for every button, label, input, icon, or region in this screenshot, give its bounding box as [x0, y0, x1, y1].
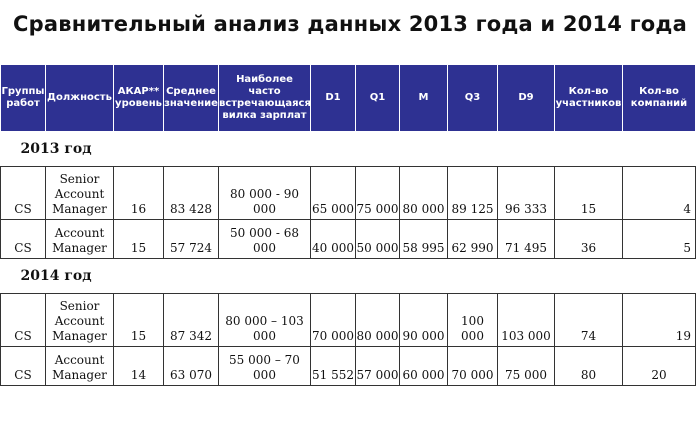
table-row: [1, 294, 696, 347]
cell-q1: 50 000: [356, 220, 400, 259]
cell-average: 63 070: [164, 347, 219, 386]
cell-d9: 96 333: [498, 167, 555, 220]
cell-group: CS: [1, 220, 46, 259]
cell-group: CS: [1, 294, 46, 347]
cell-d9: 103 000: [498, 294, 555, 347]
cell-m: 58 995: [400, 220, 448, 259]
cell-m: 60 000: [400, 347, 448, 386]
cell-m: 80 000: [400, 167, 448, 220]
section-label: 2013 год: [20, 141, 92, 157]
cell-group: CS: [1, 347, 46, 386]
cell-q3: 62 990: [448, 220, 498, 259]
cell-d1: 70 000: [311, 294, 356, 347]
cell-position: Account Manager: [46, 220, 114, 259]
cell-q1: 57 000: [356, 347, 400, 386]
cell-salary-range: 80 000 – 103 000: [219, 294, 311, 347]
cell-participants: 15: [555, 167, 623, 220]
header-average: Среднее значение: [164, 65, 219, 132]
cell-participants: 80: [555, 347, 623, 386]
cell-q3: 70 000: [448, 347, 498, 386]
cell-d1: 65 000: [311, 167, 356, 220]
cell-position: Senior Account Manager: [46, 167, 114, 220]
section-2014: [1, 259, 696, 294]
table-row: [1, 167, 696, 220]
cell-akar: 14: [114, 347, 164, 386]
table-row: [1, 220, 696, 259]
cell-companies: 4: [623, 167, 696, 220]
cell-akar: 15: [114, 294, 164, 347]
table-row: [1, 347, 696, 386]
cell-companies: 19: [623, 294, 696, 347]
cell-average: 83 428: [164, 167, 219, 220]
header-salary-range: Наиболее часто встречающаяся вилка зарплат: [219, 65, 311, 132]
cell-d9: 75 000: [498, 347, 555, 386]
section-label: 2014 год: [20, 268, 92, 284]
header-q1: Q1: [356, 65, 400, 132]
cell-participants: 36: [555, 220, 623, 259]
cell-q3: 100 000: [448, 294, 498, 347]
cell-akar: 15: [114, 220, 164, 259]
header-position: Должность: [46, 65, 114, 132]
header-d9: D9: [498, 65, 555, 132]
cell-d9: 71 495: [498, 220, 555, 259]
cell-average: 57 724: [164, 220, 219, 259]
header-q3: Q3: [448, 65, 498, 132]
header-participants: Кол-во участников: [555, 65, 623, 132]
cell-q3: 89 125: [448, 167, 498, 220]
header-companies: Кол-во компаний: [623, 65, 696, 132]
cell-q1: 80 000: [356, 294, 400, 347]
page-title: Сравнительный анализ данных 2013 года и 2014 года: [13, 12, 687, 36]
cell-participants: 74: [555, 294, 623, 347]
cell-d1: 51 552: [311, 347, 356, 386]
cell-companies: 20: [623, 347, 696, 386]
cell-companies: 5: [623, 220, 696, 259]
header-m: M: [400, 65, 448, 132]
cell-average: 87 342: [164, 294, 219, 347]
header-d1: D1: [311, 65, 356, 132]
cell-salary-range: 50 000 - 68 000: [219, 220, 311, 259]
header-group: Группы работ: [1, 65, 46, 132]
header-akar: АКАР** уровень: [114, 65, 164, 132]
cell-d1: 40 000: [311, 220, 356, 259]
cell-salary-range: 80 000 - 90 000: [219, 167, 311, 220]
section-2013: [1, 132, 696, 167]
cell-position: Senior Account Manager: [46, 294, 114, 347]
cell-position: Account Manager: [46, 347, 114, 386]
cell-group: CS: [1, 167, 46, 220]
salary-comparison-table: [0, 64, 696, 386]
table-header-row: [1, 65, 696, 132]
cell-akar: 16: [114, 167, 164, 220]
cell-m: 90 000: [400, 294, 448, 347]
cell-q1: 75 000: [356, 167, 400, 220]
cell-salary-range: 55 000 – 70 000: [219, 347, 311, 386]
